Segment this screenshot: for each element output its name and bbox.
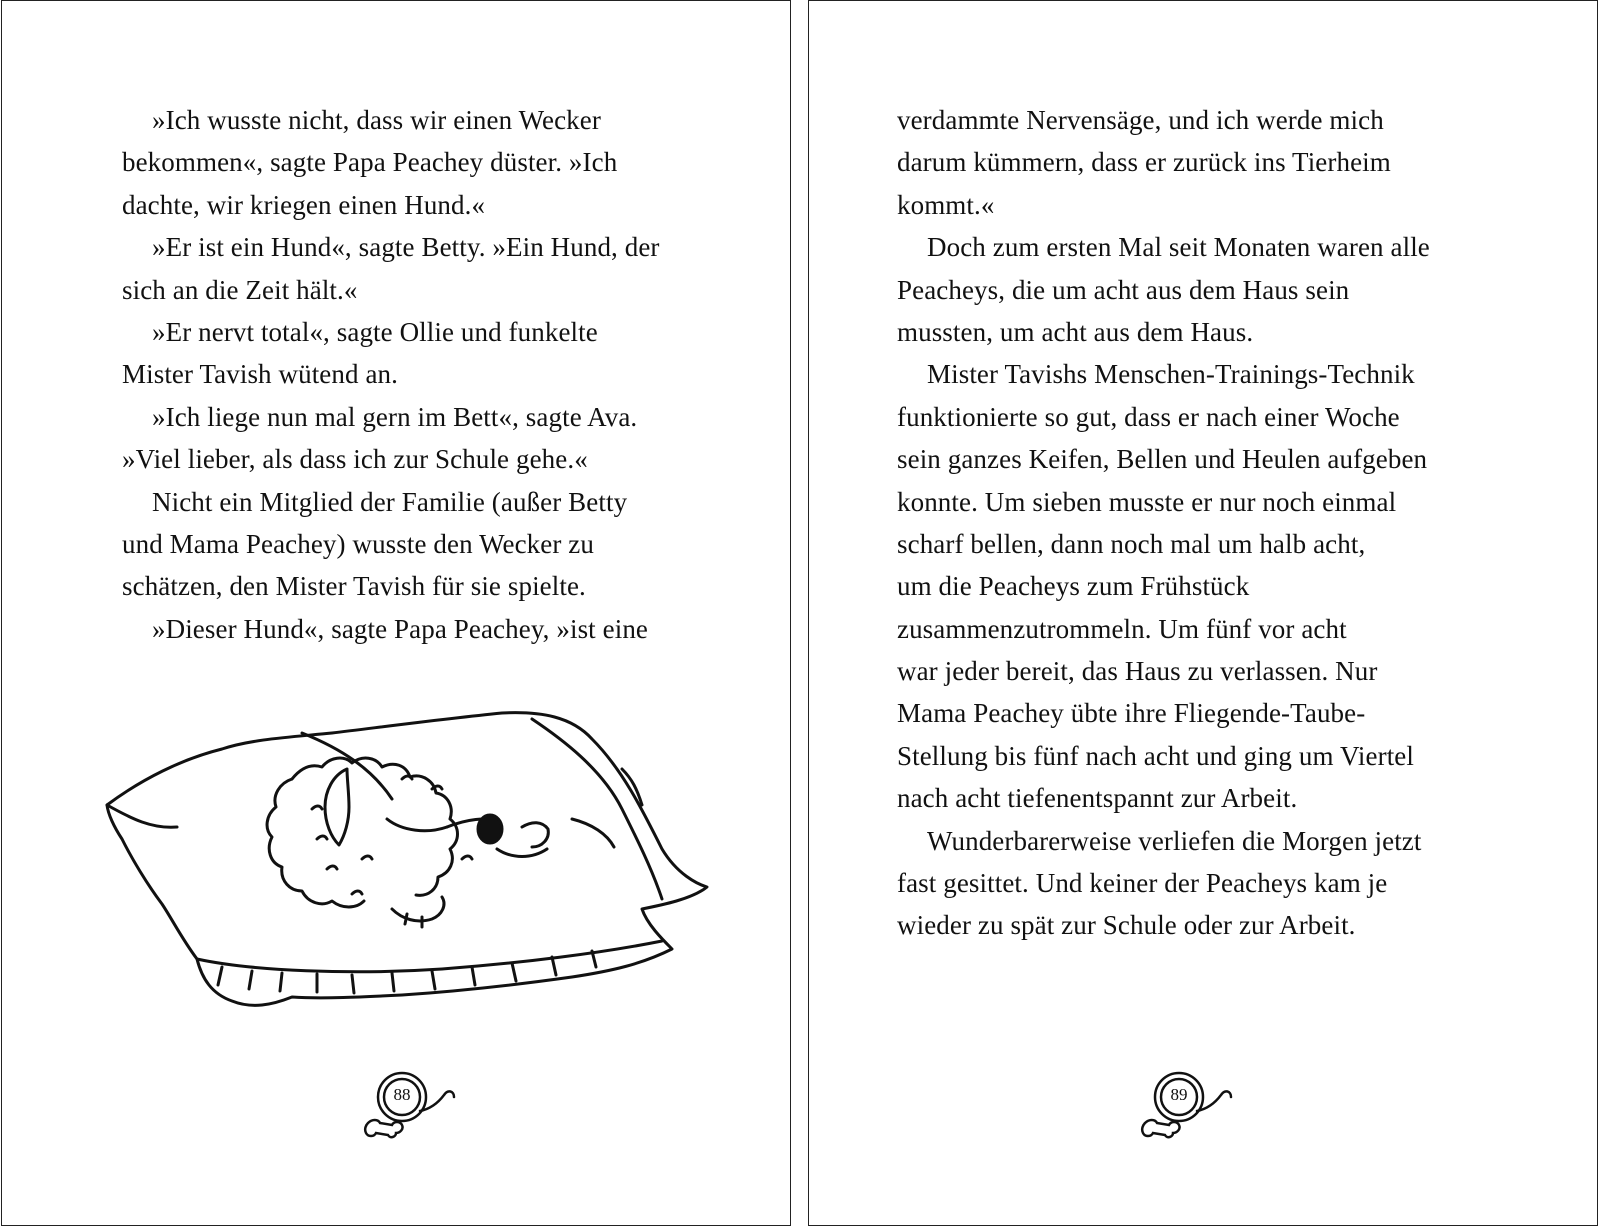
text-line: »Ich liege nun mal gern im Bett«, sagte Ava. [152,401,638,432]
dog-bowl-bone-icon [1142,1073,1231,1137]
text-line: »Ich wusste nicht, dass wir einen Wecker [152,105,601,135]
text-line: Mama Peachey übte ihre Fliegende-Taube- [897,698,1366,729]
left-page [1,0,791,1226]
sleeping-dog-illustration [102,709,732,1029]
text-line: um die Peacheys zum Frühstück [897,571,1250,602]
text-line: dachte, wir kriegen einen Hund.« [122,189,486,220]
text-line: sich an die Zeit hält.« [122,274,358,305]
text-line: scharf bellen, dann noch mal um halb acht, [897,528,1366,559]
text-line: »Er ist ein Hund«, sagte Betty. »Ein Hund, der [152,232,660,263]
dog-drawing [267,758,548,927]
dog-bowl-bone-icon [365,1073,454,1137]
text-line: Nicht ein Mitglied der Familie (außer Betty [152,486,628,517]
text-line: funktionierte so gut, dass er nach einer Woche [897,401,1400,432]
text-line: Mister Tavish wütend an. [122,359,398,390]
text-line: wieder zu spät zur Schule oder zur Arbeit. [897,910,1356,941]
text-line: »Er nervt total«, sagte Ollie und funkelte [152,316,598,347]
right-page [808,0,1598,1226]
text-line: verdammte Nervensäge, und ich werde mich [897,105,1384,135]
cushion-drawing [107,713,707,1006]
right-page-text [897,99,1497,947]
text-line: und Mama Peachey) wusste den Wecker zu [122,528,594,559]
left-page-text [122,99,722,650]
text-line: Wunderbarerweise verliefen die Morgen jetzt [927,825,1422,856]
text-line: fast gesittet. Und keiner der Peacheys kam je [897,868,1388,899]
page-number-folio-right [1137,1061,1237,1151]
text-line: darum kümmern, dass er zurück ins Tierheim [897,147,1391,178]
page-number: 89 [1170,1085,1188,1104]
text-line: »Dieser Hund«, sagte Papa Peachey, »ist eine [152,613,649,644]
text-line: Peacheys, die um acht aus dem Haus sein [897,274,1350,305]
text-line: »Viel lieber, als dass ich zur Schule gehe.« [122,444,588,475]
page-number: 88 [393,1085,411,1104]
text-line: nach acht tiefenentspannt zur Arbeit. [897,783,1298,814]
text-line: war jeder bereit, das Haus zu verlassen. Nur [897,656,1378,687]
text-line: mussten, um acht aus dem Haus. [897,316,1254,347]
text-line: Doch zum ersten Mal seit Monaten waren alle [927,232,1430,263]
text-line: Stellung bis fünf nach acht und ging um Viertel [897,740,1414,771]
text-line: kommt.« [897,189,995,220]
text-line: zusammenzutrommeln. Um fünf vor acht [897,613,1347,644]
page-number-folio-left [360,1061,460,1151]
text-line: schätzen, den Mister Tavish für sie spielte. [122,571,586,602]
text-line: Mister Tavishs Menschen-Trainings-Technik [927,359,1415,390]
text-line: bekommen«, sagte Papa Peachey düster. »Ich [122,147,618,178]
text-line: sein ganzes Keifen, Bellen und Heulen aufgeben [897,444,1428,475]
text-line: konnte. Um sieben musste er nur noch einmal [897,486,1397,517]
